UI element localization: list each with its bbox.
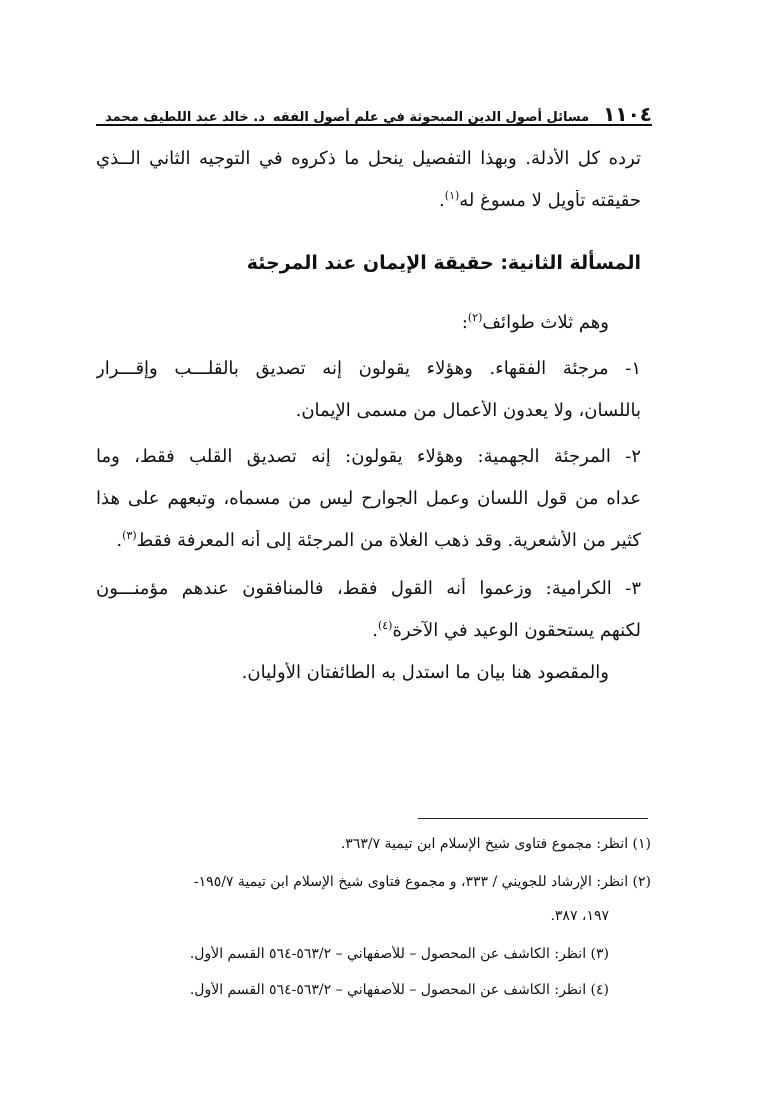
footnote-ref-2[interactable]: (٢) bbox=[467, 312, 483, 324]
header-rule bbox=[96, 124, 652, 126]
footnote-ref-1[interactable]: (١) bbox=[444, 190, 460, 202]
item3-line-2: لكنهم يستحقون الوعيد في الآخرة$^{(٤)}$. bbox=[372, 620, 641, 641]
footnote-2: (٢) انظر: الإرشاد للجويني / ٣٣٣، و مجموع فتاوى شيخ الإسلام ابن تيمية ١٩٥/٧- bbox=[193, 874, 651, 890]
footnote-1: (١) انظر: مجموع فتاوى شيخ الإسلام ابن تيمية ٣٦٣/٧. bbox=[340, 836, 651, 852]
footnote-ref-4[interactable]: (٤) bbox=[377, 620, 393, 632]
item3-line-1: ٣- الكرامية: وزعموا أنه القول فقط، فالمنافقون عندهم مؤمنـــون bbox=[96, 578, 641, 599]
item2-line-3: كثير من الأشعرية. وقد ذهب الغلاة من المرجئة إلى أنه المعرفة فقط$^{(٣)}$. bbox=[116, 530, 641, 551]
book-title: مسائل أصول الدين المبحوثة في علم أصول الفقه bbox=[272, 110, 590, 125]
item2-line-2: عداه من قول اللسان وعمل الجوارح ليس من مسماه، وتبعهم على هذا bbox=[96, 488, 641, 509]
footnote-4: (٤) انظر: الكاشف عن المحصول – للأصفهاني – ٥٦٣/٢-٥٦٤ القسم الأول. bbox=[189, 982, 609, 998]
intro-line: وهم ثلاث طوائف$^{(٢)}$: bbox=[461, 312, 609, 333]
continuation-line-2: حقيقته تأويل لا مسوغ له$^{(١)}$. bbox=[439, 190, 641, 211]
footnote-separator bbox=[418, 818, 648, 819]
section-heading: المسألة الثانية: حقيقة الإيمان عند المرجئة bbox=[246, 252, 641, 274]
running-header bbox=[96, 102, 652, 126]
page-number: ١١٠٤ bbox=[603, 102, 652, 126]
item3-line-2-text: لكنهم يستحقون الوعيد في الآخرة bbox=[392, 620, 641, 641]
item2-line-1: ٢- المرجئة الجهمية: وهؤلاء يقولون: إنه تصديق القلب فقط، وما bbox=[96, 446, 641, 467]
item1-line-1: ١- مرجئة الفقهاء. وهؤلاء يقولون إنه تصديق بالقلـــب وإقـــرار bbox=[96, 358, 641, 379]
continuation-line-1: ترده كل الأدلة. وبهذا التفصيل ينحل ما ذكروه في التوجيه الثاني الــذي bbox=[96, 148, 641, 169]
intro-text: وهم ثلاث طوائف bbox=[482, 312, 609, 333]
item2-line-3-text: كثير من الأشعرية. وقد ذهب الغلاة من المرجئة إلى أنه المعرفة فقط bbox=[136, 530, 641, 551]
item1-line-2: باللسان، ولا يعدون الأعمال من مسمى الإيمان. bbox=[295, 400, 641, 421]
footnote-2-cont: ١٩٧، ٣٨٧. bbox=[550, 908, 609, 924]
conclusion-line: والمقصود هنا بيان ما استدل به الطائفتان الأوليان. bbox=[241, 662, 609, 683]
footnote-3: (٣) انظر: الكاشف عن المحصول – للأصفهاني – ٥٦٣/٢-٥٦٤ القسم الأول. bbox=[189, 946, 609, 962]
footnote-ref-3[interactable]: (٣) bbox=[122, 530, 137, 542]
author-name: د. خالد عبد اللطيف محمد bbox=[105, 110, 265, 125]
continuation-text: حقيقته تأويل لا مسوغ له bbox=[459, 190, 641, 211]
